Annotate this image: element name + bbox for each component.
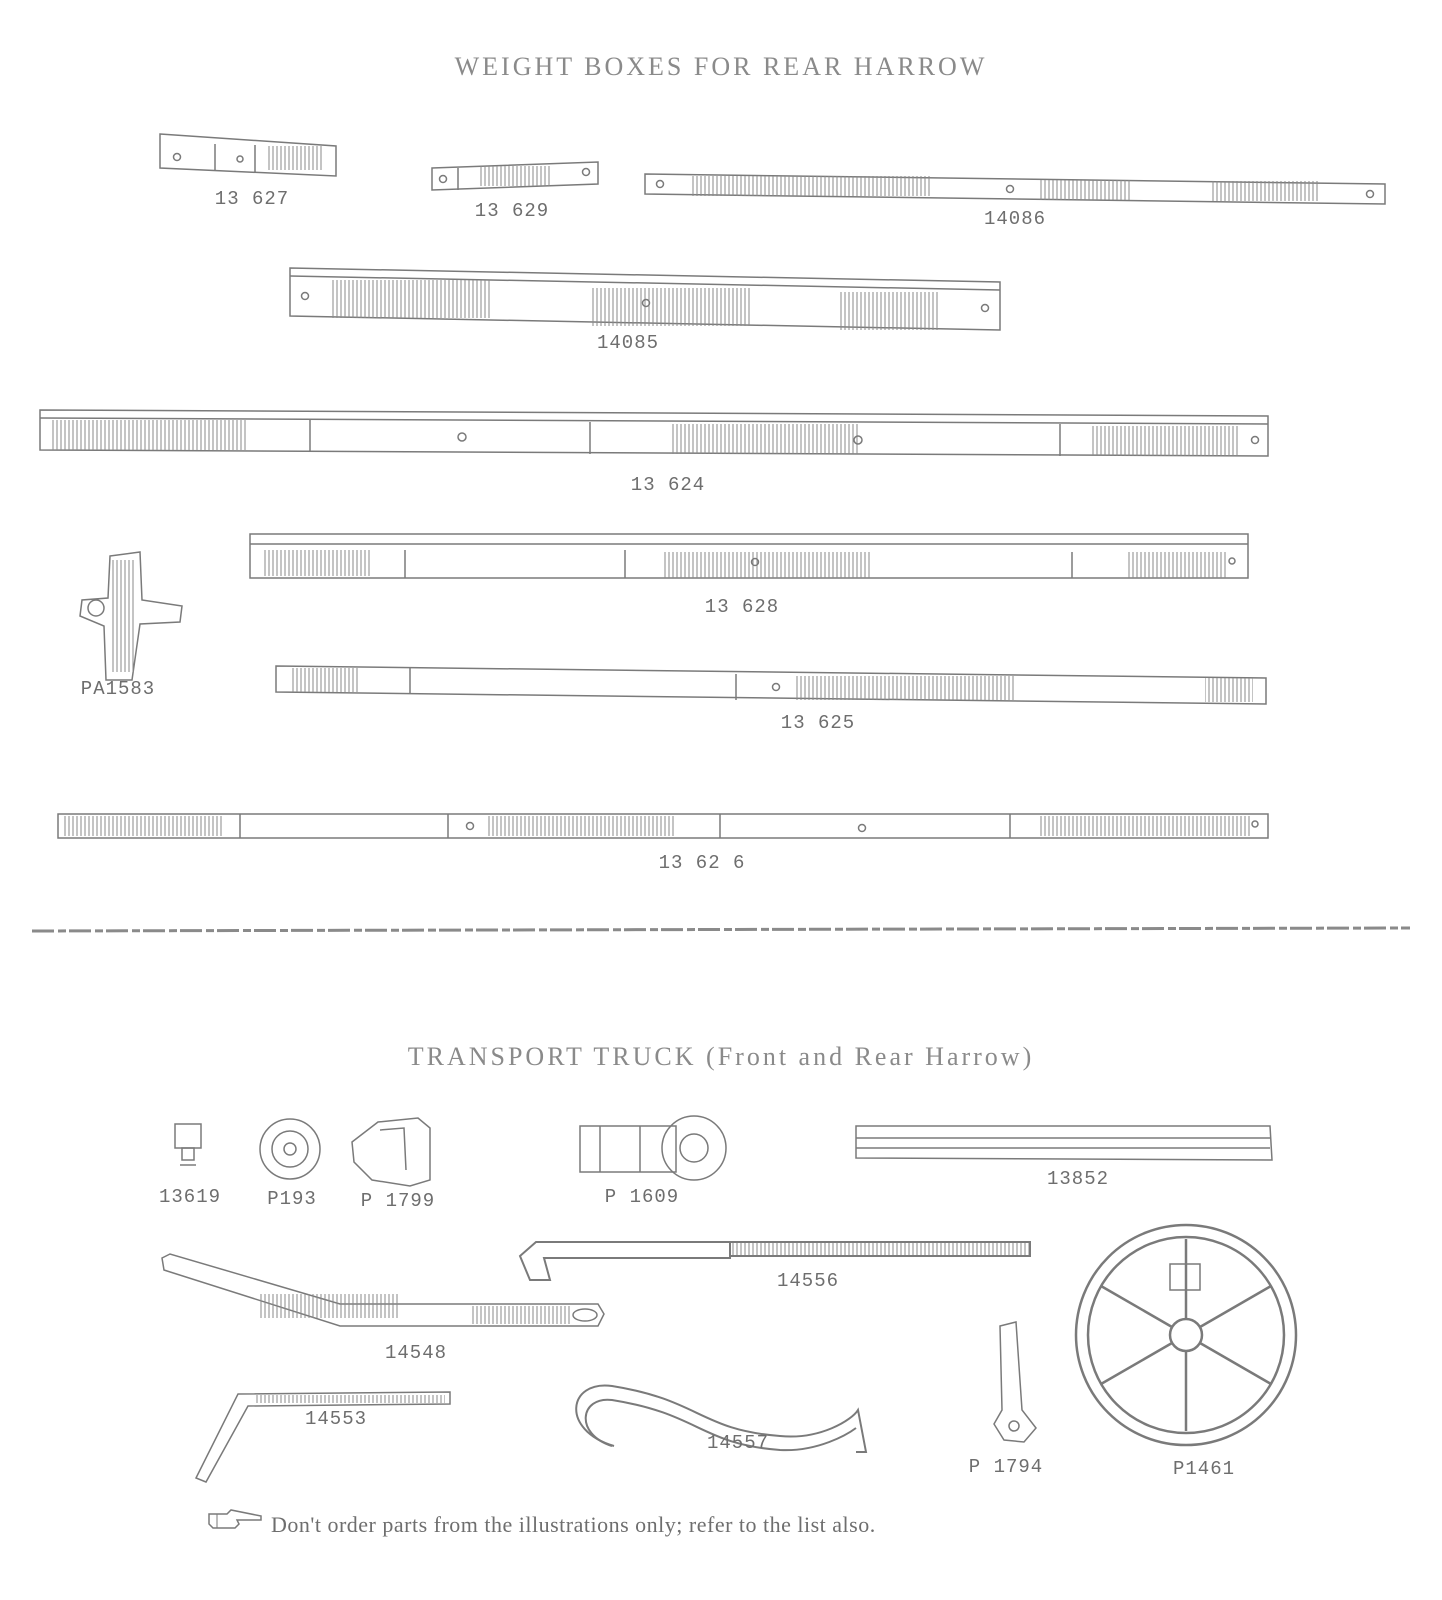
part-number-label: 13 627 <box>214 188 290 210</box>
part-P1794-drawing <box>994 1322 1036 1442</box>
part-13628-drawing <box>250 534 1248 578</box>
part-13629-drawing <box>432 162 598 190</box>
part-13852-drawing <box>856 1126 1272 1160</box>
part-number-label: P 1799 <box>360 1190 436 1212</box>
part-13624-drawing <box>40 410 1268 456</box>
part-number-label: 13852 <box>1046 1168 1110 1190</box>
part-number-label: 14556 <box>776 1270 840 1292</box>
part-number-label: P 1794 <box>968 1456 1044 1478</box>
part-14548-drawing <box>162 1254 604 1326</box>
footnote <box>205 1508 876 1538</box>
part-number-label: 13619 <box>158 1186 222 1208</box>
part-P1609-drawing <box>580 1116 726 1180</box>
part-number-label: 13 62 6 <box>658 852 746 874</box>
part-number-label: P193 <box>267 1188 317 1210</box>
footnote-text: Don't order parts from the illustrations only; refer to the list also. <box>271 1512 876 1537</box>
part-number-label: 14548 <box>384 1342 448 1364</box>
part-13625-drawing <box>276 666 1266 704</box>
part-number-label: 14553 <box>304 1408 368 1430</box>
part-number-label: P1461 <box>1172 1458 1236 1480</box>
part-13627-drawing <box>160 134 336 176</box>
part-14085-drawing <box>290 268 1000 330</box>
part-14556-drawing <box>520 1242 1030 1280</box>
part-number-label: 14085 <box>596 332 660 354</box>
part-P193-drawing <box>260 1119 320 1179</box>
section-divider <box>32 928 1410 931</box>
part-number-label: 13 629 <box>474 200 550 222</box>
part-number-label: P 1609 <box>604 1186 680 1208</box>
part-14553-drawing <box>196 1392 450 1482</box>
part-13619-drawing <box>175 1124 201 1165</box>
part-number-label: 13 628 <box>704 596 780 618</box>
part-P1799-drawing <box>352 1118 430 1186</box>
part-13626-drawing <box>58 814 1268 838</box>
part-number-label: 14086 <box>983 208 1047 230</box>
part-number-label: PA1583 <box>80 678 156 700</box>
pointing-hand-icon <box>205 1508 265 1538</box>
part-number-label: 13 624 <box>630 474 706 496</box>
transport-truck-heading: TRANSPORT TRUCK (Front and Rear Harrow) <box>407 1042 1035 1071</box>
part-number-label: 13 625 <box>780 712 856 734</box>
part-PA1583-drawing <box>80 552 182 680</box>
weight-boxes-heading: WEIGHT BOXES FOR REAR HARROW <box>454 52 988 81</box>
part-14086-drawing <box>645 174 1385 204</box>
part-P1461-drawing <box>1076 1225 1296 1445</box>
part-number-label: 14557 <box>706 1432 770 1454</box>
